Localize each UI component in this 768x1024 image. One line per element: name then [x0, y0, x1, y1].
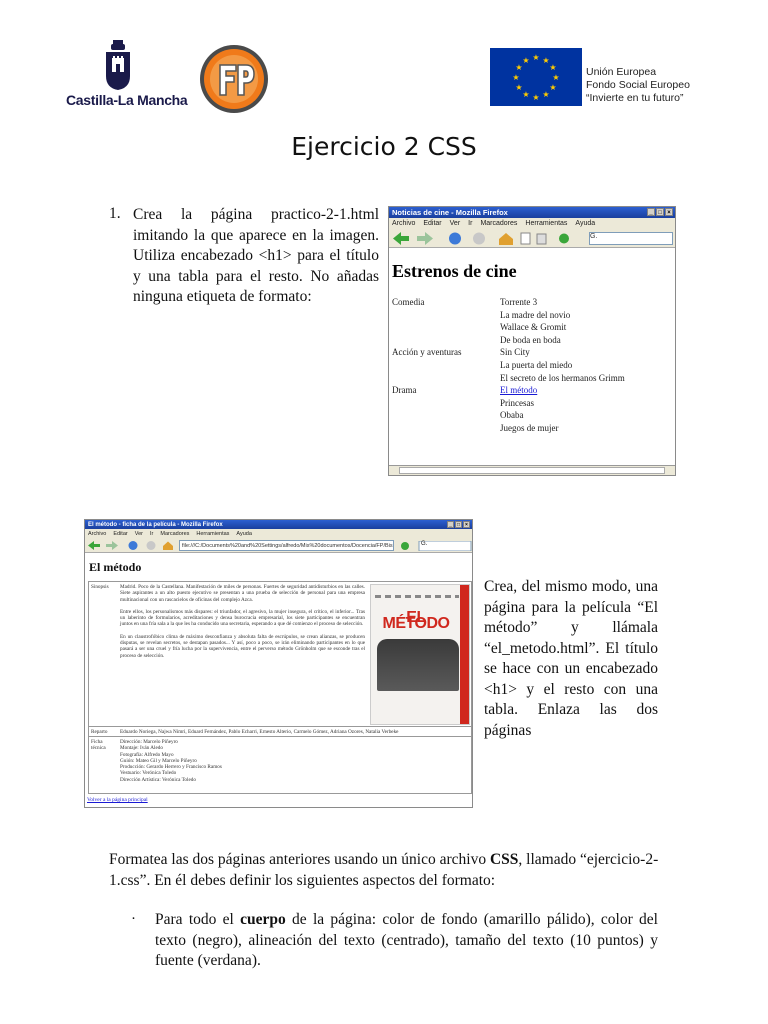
- el-metodo-heading: El método: [89, 560, 142, 574]
- stop-icon[interactable]: [473, 233, 485, 245]
- window-title: Noticias de cine - Mozilla Firefox: [392, 208, 508, 217]
- menu-herramientas[interactable]: Herramientas: [196, 530, 230, 537]
- film-cell: La puerta del miedo: [500, 359, 573, 370]
- paragraph-bold-css: CSS: [489, 851, 519, 868]
- menu-ayuda[interactable]: Ayuda: [575, 220, 596, 227]
- exercise-number: 1.: [109, 205, 121, 222]
- browser-screenshot-el-metodo: [84, 519, 473, 808]
- category-cell: Acción y aventuras: [392, 347, 462, 358]
- film-cell: De boda en boda: [500, 334, 561, 345]
- ficha-item: Montaje: Iván Aledo: [120, 745, 163, 752]
- eu-flag-logo: [490, 48, 582, 106]
- page-icon[interactable]: [521, 233, 530, 244]
- film-cell: Wallace & Gromit: [500, 322, 567, 333]
- svg-text:★: ★: [522, 56, 530, 65]
- dropdown-icon[interactable]: [537, 234, 546, 244]
- poster-red-band: [460, 585, 469, 724]
- bullet-part2: de la página: color de fondo (amarillo pálido), color del texto (negro), alineación del texto (centrado), tamaño del texto (10 puntos) y fuente (verdana).: [155, 911, 658, 969]
- poster-title: EL MÉTODO: [382, 609, 450, 633]
- search-input-label: G.: [421, 541, 428, 547]
- home-icon[interactable]: [499, 233, 513, 245]
- scrollbar-thumb[interactable]: [399, 467, 665, 474]
- paragraph-part1: Formatea las dos páginas anteriores usando un único archivo: [109, 851, 490, 868]
- menu-marcadores[interactable]: Marcadores: [160, 530, 190, 537]
- paragraph-part2: , llamado “ejercicio-2-1.css”. En él debes definir los siguientes aspectos del formato:: [109, 851, 659, 889]
- svg-text:★: ★: [552, 73, 560, 82]
- browser-screenshot-estrenos: [388, 206, 676, 476]
- menu-ir[interactable]: Ir: [149, 530, 154, 537]
- css-instructions-paragraph: [109, 850, 659, 891]
- bullet-marker: ·: [131, 911, 136, 927]
- category-cell: Comedia: [392, 297, 425, 307]
- sinopsis-label: Sinopsis: [91, 584, 109, 590]
- maximize-icon[interactable]: □: [656, 208, 664, 216]
- exercise1-text: Crea la página practico-2-1.html imitando la que aparece en la imagen. Utiliza encabezado <h1> para el título y una tabla para el resto. No añadas ninguna etiqueta de formato:: [133, 206, 379, 305]
- menu-ir[interactable]: Ir: [468, 220, 473, 227]
- close-icon[interactable]: ×: [665, 208, 673, 216]
- window-titlebar: [389, 207, 675, 218]
- sinopsis-text: [120, 584, 365, 665]
- navigation-toolbar: [389, 229, 675, 248]
- eu-text-line3: “Invierte en tu futuro”: [586, 92, 684, 104]
- menu-archivo[interactable]: Archivo: [88, 530, 107, 537]
- poster-cast-image: [377, 639, 459, 691]
- ficha-item: Dirección Artística: Verónica Toledo: [120, 776, 196, 783]
- go-icon[interactable]: [559, 234, 569, 244]
- film-link[interactable]: El método: [500, 385, 538, 396]
- svg-text:★: ★: [515, 83, 523, 92]
- reload-icon[interactable]: [129, 541, 138, 550]
- page-title: Ejercicio 2 CSS: [291, 132, 477, 161]
- eu-fund-text: [586, 66, 690, 105]
- eu-text-line2: Fondo Social Europeo: [586, 79, 690, 91]
- ficha-item: Vestuario: Verónica Toledo: [120, 770, 177, 777]
- ficha-item: Producción: Gerardo Herrero y Francisco Ramos: [120, 764, 222, 771]
- sinopsis-paragraph-1: Madrid. Poco de la Castellana. Manifestación de miles de personas. Fuertes de seguridad antidisturbios en las calles. Siete aspirantes a un alto puesto ejecutivo se presentan a una prueba de selección de personal para una empresa multinacional con un rascacielos de oficinas del complejo Azca.: [120, 584, 365, 603]
- exercise2-text: Crea, del mismo modo, una página para la película “El método” y llámala “el_metodo.html”. El título se hace con un encabezado <h1> y el resto con una tabla. Enlaza las dos páginas: [484, 578, 658, 739]
- castilla-la-mancha-text: Castilla-La Mancha: [66, 92, 188, 108]
- minimize-icon[interactable]: _: [447, 521, 454, 528]
- window-titlebar: [85, 520, 472, 529]
- svg-text:★: ★: [549, 83, 557, 92]
- bullet-body-instructions: [155, 910, 658, 972]
- menu-ayuda[interactable]: Ayuda: [236, 530, 252, 537]
- back-to-main-link[interactable]: Volver a la página principal: [87, 797, 148, 803]
- svg-text:★: ★: [532, 93, 540, 102]
- film-cell: Juegos de mujer: [500, 422, 559, 433]
- reload-icon[interactable]: [449, 233, 461, 245]
- reparto-row: [89, 727, 471, 737]
- sinopsis-row: [89, 582, 471, 727]
- menu-bar: [85, 529, 472, 538]
- forward-icon[interactable]: [417, 232, 433, 245]
- stop-icon[interactable]: [147, 541, 156, 550]
- film-details-table: [88, 581, 472, 794]
- estrenos-heading: Estrenos de cine: [392, 261, 517, 281]
- back-icon[interactable]: [393, 232, 409, 245]
- menu-ver[interactable]: Ver: [449, 220, 461, 227]
- ficha-item: Dirección: Marcelo Piñeyro: [120, 739, 178, 745]
- category-cell: Drama: [392, 385, 417, 396]
- menu-herramientas[interactable]: Herramientas: [525, 220, 568, 227]
- maximize-icon[interactable]: □: [456, 522, 461, 528]
- svg-text:★: ★: [522, 90, 530, 99]
- window-title: El método - ficha de la película - Mozilla Firefox: [88, 521, 223, 528]
- close-icon[interactable]: ×: [463, 521, 470, 528]
- film-cell: Princesas: [500, 397, 534, 408]
- movie-poster: [370, 584, 470, 725]
- film-cell: Sin City: [500, 347, 530, 358]
- film-cell: La madre del novio: [500, 309, 571, 320]
- castilla-la-mancha-logo: [66, 40, 188, 116]
- sinopsis-paragraph-2: Entre ellos, los personalismos más dispares: el triunfador, el agresivo, la mujer insegura, el crítico, el inferior... Tras un laberinto de formularios, acreditaciones y densa burocracia empresarial, los siete participantes se encuentran juntos en una fría sala a la que les ha conducido una secretaria, esperando a que dé comienzo el proceso de selección.: [120, 608, 365, 628]
- go-icon[interactable]: [401, 542, 409, 550]
- ficha-label: Ficha técnica: [91, 739, 106, 752]
- film-cell: Obaba: [500, 410, 524, 421]
- menu-editar[interactable]: Editar: [423, 220, 442, 227]
- eu-text-line1: Unión Europea: [586, 66, 657, 78]
- navigation-toolbar: [85, 538, 472, 553]
- menu-marcadores[interactable]: Marcadores: [480, 220, 518, 227]
- menu-editar[interactable]: Editar: [113, 530, 128, 537]
- minimize-icon[interactable]: _: [647, 208, 655, 216]
- forward-icon[interactable]: [106, 541, 118, 550]
- bullet-bold-cuerpo: cuerpo: [240, 911, 286, 928]
- url-input[interactable]: file:///C:/Documents%20and%20Settings/alfredo/Mis%20documentos/Docencia/FP/Bis: [179, 540, 394, 551]
- bullet-part1: Para todo el: [155, 911, 241, 928]
- menu-bar: [389, 218, 675, 229]
- crest-icon: [104, 40, 132, 90]
- fp-logo: [196, 43, 272, 115]
- menu-ver[interactable]: Ver: [134, 530, 143, 537]
- horizontal-scrollbar[interactable]: [389, 465, 675, 475]
- svg-text:★: ★: [542, 90, 550, 99]
- film-cell: El secreto de los hermanos Grimm: [500, 372, 625, 383]
- ficha-tecnica-row: [89, 737, 471, 794]
- home-icon[interactable]: [163, 542, 173, 551]
- poster-credits-strip: [375, 595, 459, 598]
- svg-text:★: ★: [549, 63, 557, 72]
- ficha-item: Fotografía: Alfredo Mayo: [120, 751, 174, 758]
- reparto-text: Eduardo Noriega, Najwa Nimri, Eduard Fernández, Pablo Echarri, Ernesto Alterio, Carmelo Gómez, Adriana Ozores, Natalia Verbeke: [120, 729, 399, 735]
- svg-text:★: ★: [542, 56, 550, 65]
- ficha-list: [120, 739, 222, 783]
- svg-text:★: ★: [512, 73, 520, 82]
- reparto-label: Reparto: [91, 729, 108, 735]
- sinopsis-paragraph-3: En un claustrofóbico clima de máximo desconfianza y absoluta falta de escrúpulos, se crean alianzas, se producen disputas, se revelan secretos, se destapan pasados... Y así, poco a poco, se irán eliminando participantes en lo que pasará a ser una cruel y fría lucha por la supervivencia, entre el perverso método Grönholm que se esconde tras el proceso de selección.: [120, 633, 365, 659]
- search-input[interactable]: G.: [589, 232, 673, 245]
- back-icon[interactable]: [88, 541, 100, 550]
- svg-text:★: ★: [532, 53, 540, 62]
- svg-text:★: ★: [515, 63, 523, 72]
- ficha-item: Guión: Mateo Gil y Marcelo Piñeyro: [120, 757, 197, 764]
- film-cell: Torrente 3: [500, 297, 538, 307]
- menu-archivo[interactable]: Archivo: [392, 220, 416, 227]
